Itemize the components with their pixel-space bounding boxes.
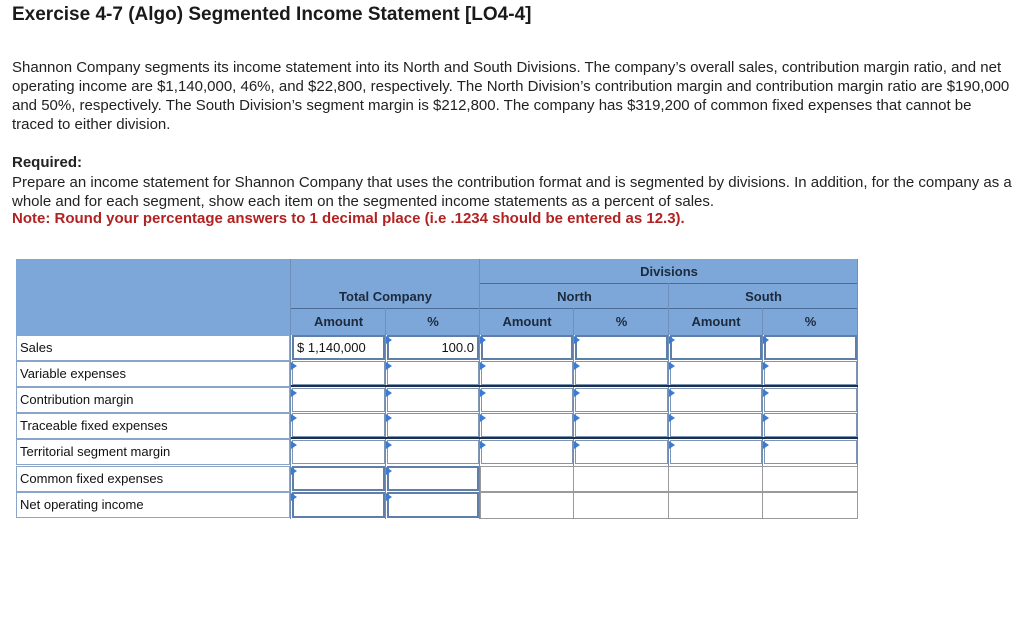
total-amount-input[interactable] <box>292 361 385 385</box>
total-amount-input[interactable] <box>292 492 385 518</box>
required-heading: Required: <box>12 154 83 171</box>
input-marker-icon <box>763 389 769 397</box>
north-amount-header: Amount <box>502 314 552 329</box>
total-company-header: Total Company <box>339 289 432 304</box>
south-percent-input[interactable] <box>764 361 857 385</box>
row-label-sales: Sales <box>16 335 290 361</box>
north-percent-header: % <box>615 314 628 329</box>
south-amount-input[interactable] <box>670 388 762 412</box>
input-marker-icon <box>574 389 580 397</box>
total-percent-input[interactable] <box>387 388 479 412</box>
north-amount-input[interactable] <box>481 361 573 385</box>
input-marker-icon <box>386 441 392 449</box>
south-amount-input[interactable] <box>670 335 762 360</box>
input-marker-icon <box>763 441 769 449</box>
total-percent-input[interactable] <box>387 361 479 385</box>
south-percent-input[interactable] <box>764 388 857 412</box>
total-percent-input[interactable] <box>387 440 479 464</box>
input-marker-icon <box>291 414 297 422</box>
south-amount-header: Amount <box>691 314 741 329</box>
divisions-underline <box>480 283 858 284</box>
input-marker-icon <box>386 493 392 501</box>
input-marker-icon <box>291 362 297 370</box>
north-blank-cell <box>480 492 574 519</box>
input-marker-icon <box>386 467 392 475</box>
south-percent-input[interactable] <box>764 413 857 437</box>
input-marker-icon <box>386 414 392 422</box>
total-percent-header: % <box>427 314 439 329</box>
input-marker-icon <box>291 441 297 449</box>
input-marker-icon <box>291 389 297 397</box>
row-label-contribution-margin: Contribution margin <box>16 387 290 413</box>
input-marker-icon <box>480 389 486 397</box>
input-marker-icon <box>291 467 297 475</box>
north-blank-cell <box>573 466 669 492</box>
total-percent-input[interactable] <box>387 413 479 437</box>
north-amount-input[interactable] <box>481 413 573 437</box>
south-header: South <box>745 289 782 304</box>
south-percent-header: % <box>804 314 817 329</box>
input-marker-icon <box>574 441 580 449</box>
total-amount-input[interactable] <box>292 466 385 491</box>
north-percent-input[interactable] <box>575 335 668 360</box>
north-blank-cell <box>480 466 574 492</box>
problem-description: Shannon Company segments its income statement into its North and South Divisions. The company’s overall sales, contribution margin ratio, and net operating income are $1,140,000, 46%, and $22,800, respectively. The North Division’s contribution margin and contribution margin ratio are $190,000 and 50%, respectively. The South Division’s segment margin is $212,800. The company has $319,200 of common fixed expenses that cannot be traced to either division. <box>12 59 1010 133</box>
south-blank-cell <box>762 492 858 519</box>
input-marker-icon <box>480 336 486 344</box>
south-amount-input[interactable] <box>670 413 762 437</box>
input-marker-icon <box>386 389 392 397</box>
input-marker-icon <box>574 362 580 370</box>
north-blank-cell <box>573 492 669 519</box>
total-line <box>291 385 858 387</box>
total-amount-header: Amount <box>313 314 364 329</box>
south-percent-input[interactable] <box>764 335 857 360</box>
input-marker-icon <box>669 362 675 370</box>
north-percent-input[interactable] <box>575 413 668 437</box>
total-percent-input[interactable] <box>387 492 479 518</box>
total-amount-input[interactable] <box>292 440 385 464</box>
north-percent-input[interactable] <box>575 361 668 385</box>
input-marker-icon <box>669 414 675 422</box>
south-blank-cell <box>762 466 858 492</box>
input-marker-icon <box>480 414 486 422</box>
input-marker-icon <box>763 362 769 370</box>
north-amount-input[interactable] <box>481 388 573 412</box>
south-blank-cell <box>668 466 763 492</box>
input-marker-icon <box>386 362 392 370</box>
row-label-common-fixed-expenses: Common fixed expenses <box>16 466 290 492</box>
total-amount-input[interactable] <box>292 388 385 412</box>
total-percent-input[interactable] <box>387 466 479 491</box>
row-label-net-operating-income: Net operating income <box>16 492 290 518</box>
input-marker-icon <box>574 414 580 422</box>
south-percent-input[interactable] <box>764 440 857 464</box>
north-percent-input[interactable] <box>575 440 668 464</box>
total-percent-input[interactable] <box>387 335 479 360</box>
input-marker-icon <box>480 441 486 449</box>
row-label-variable-expenses: Variable expenses <box>16 361 290 387</box>
total-amount-input[interactable] <box>292 335 385 360</box>
row-label-territorial-segment-margin: Territorial segment margin <box>16 439 290 465</box>
segment-underline <box>291 308 858 309</box>
north-amount-input[interactable] <box>481 440 573 464</box>
input-marker-icon <box>763 414 769 422</box>
south-blank-cell <box>668 492 763 519</box>
row-label-traceable-fixed-expenses: Traceable fixed expenses <box>16 413 290 439</box>
input-marker-icon <box>763 336 769 344</box>
south-amount-input[interactable] <box>670 440 762 464</box>
north-percent-input[interactable] <box>575 388 668 412</box>
input-marker-icon <box>386 336 392 344</box>
page-title: Exercise 4-7 (Algo) Segmented Income Statement [LO4-4] <box>12 4 532 25</box>
total-amount-input[interactable] <box>292 413 385 437</box>
required-text: Prepare an income statement for Shannon Company that uses the contribution format and is segmented by divisions. In addition, for the company as a whole and for each segment, show each item on the segmented income statements as a percent of sales. <box>12 174 1012 210</box>
input-marker-icon <box>291 493 297 501</box>
south-amount-input[interactable] <box>670 361 762 385</box>
rounding-note: Note: Round your percentage answers to 1 decimal place (i.e .1234 should be entered as 12.3). <box>12 210 685 227</box>
input-marker-icon <box>669 441 675 449</box>
divisions-header: Divisions <box>640 264 698 279</box>
total-line <box>291 437 858 439</box>
input-marker-icon <box>669 336 675 344</box>
input-marker-icon <box>480 362 486 370</box>
north-header: North <box>557 289 592 304</box>
input-marker-icon <box>669 389 675 397</box>
input-marker-icon <box>574 336 580 344</box>
north-amount-input[interactable] <box>481 335 573 360</box>
